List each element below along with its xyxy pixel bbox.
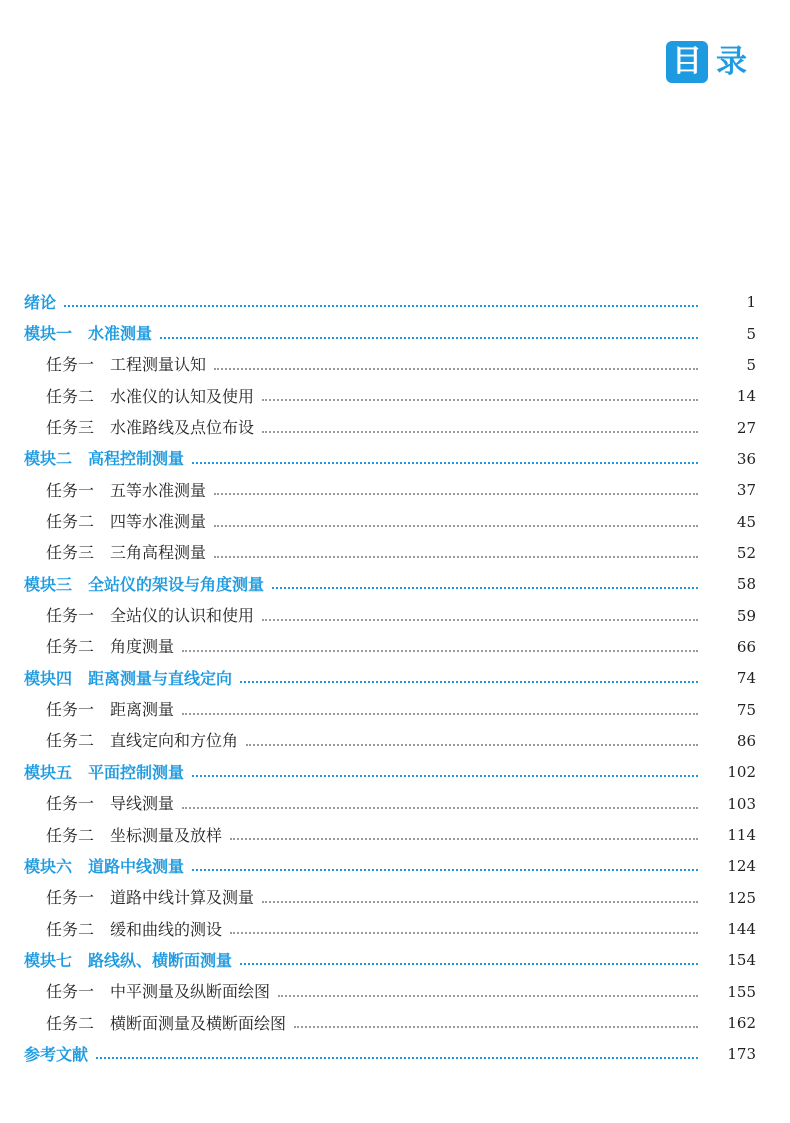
entry-label: [46, 1013, 287, 1033]
toc-module-entry[interactable]: [0, 663, 790, 694]
page-number: 75: [736, 700, 756, 719]
entry-title: 平面控制测量: [88, 762, 185, 782]
entry-label: [46, 890, 254, 906]
entry-number: 任务一: [46, 794, 95, 814]
entry-number: 绪论: [24, 292, 57, 312]
toc-task-entry[interactable]: [0, 820, 790, 851]
entry-number: 模块二: [24, 449, 73, 469]
entry-title: 距离测量与直线定向: [88, 668, 233, 688]
page-number: 58: [736, 575, 756, 594]
heading-text: 录: [716, 43, 747, 80]
entry-title: 路线纵、横断面测量: [88, 950, 233, 970]
entry-number: 参考文献: [24, 1044, 89, 1064]
toc-task-entry[interactable]: [0, 789, 790, 820]
page-number: 173: [727, 1045, 756, 1064]
toc-heading: [666, 40, 747, 84]
toc-module-entry[interactable]: [0, 757, 790, 788]
entry-title: 距离测量: [110, 700, 175, 720]
dot-leader: [246, 743, 698, 746]
page-number: 102: [727, 763, 756, 782]
toc-task-entry[interactable]: [0, 883, 790, 914]
toc-task-entry[interactable]: [0, 475, 790, 506]
page-number: 103: [727, 794, 756, 813]
entry-label: [46, 984, 270, 1000]
entry-label: [24, 292, 57, 312]
entry-title: 横断面测量及横断面绘图: [110, 1013, 287, 1033]
page-number: 36: [736, 449, 756, 468]
page-number: 154: [727, 951, 756, 970]
entry-title: 水准测量: [88, 324, 153, 344]
dot-leader: [262, 618, 698, 621]
dot-leader: [230, 931, 698, 934]
entry-title: 缓和曲线的测设: [110, 919, 223, 939]
entry-number: 任务一: [46, 888, 95, 908]
dot-leader: [240, 680, 698, 683]
page-number: 45: [736, 512, 756, 531]
dot-leader: [240, 962, 698, 965]
page-number: 37: [736, 481, 756, 500]
entry-label: [24, 451, 184, 467]
page-number: 124: [727, 857, 756, 876]
entry-title: 水准仪的认知及使用: [110, 386, 255, 406]
entry-number: 模块三: [24, 574, 73, 594]
dot-leader: [182, 806, 698, 809]
page-number: 86: [736, 731, 756, 750]
toc-task-entry[interactable]: [0, 1008, 790, 1039]
page-number: 52: [736, 543, 756, 562]
entry-label: [46, 480, 207, 500]
dot-leader: [230, 837, 698, 840]
dot-leader: [182, 649, 698, 652]
entry-title: 坐标测量及放样: [110, 825, 223, 845]
entry-title: 导线测量: [110, 794, 175, 814]
entry-label: [46, 357, 206, 373]
entry-number: 模块六: [24, 856, 73, 876]
page-number: 125: [727, 888, 756, 907]
toc-module-entry[interactable]: [0, 569, 790, 600]
entry-label: [46, 514, 206, 530]
page-number: 162: [727, 1014, 756, 1033]
entry-title: 角度测量: [110, 637, 175, 657]
page-number: 1: [746, 293, 756, 312]
page-number: 66: [736, 637, 756, 656]
dot-leader: [96, 1056, 698, 1059]
toc-task-entry[interactable]: [0, 632, 790, 663]
toc-task-entry[interactable]: [0, 977, 790, 1008]
entry-title: 工程测量认知: [110, 355, 207, 375]
entry-number: 任务一: [46, 480, 95, 500]
entry-label: [46, 608, 254, 624]
toc-task-entry[interactable]: [0, 600, 790, 631]
entry-number: 任务一: [46, 700, 95, 720]
dot-leader: [182, 712, 698, 715]
entry-number: 任务二: [46, 825, 95, 845]
dot-leader: [214, 367, 698, 370]
entry-title: 三角高程测量: [110, 543, 207, 563]
dot-leader: [294, 1025, 698, 1028]
entry-title: 四等水准测量: [110, 512, 207, 532]
entry-label: [46, 545, 206, 561]
toc-module-entry[interactable]: [0, 287, 790, 318]
entry-label: [24, 950, 233, 970]
dot-leader: [214, 492, 698, 495]
toc-task-entry[interactable]: [0, 914, 790, 945]
dot-leader: [262, 900, 698, 903]
toc-task-entry[interactable]: [0, 726, 790, 757]
dot-leader: [192, 868, 698, 871]
entry-title: 高程控制测量: [88, 449, 185, 469]
entry-number: 任务二: [46, 386, 95, 406]
entry-label: [46, 919, 223, 939]
entry-label: [24, 668, 233, 688]
entry-label: [24, 574, 265, 594]
dot-leader: [278, 994, 698, 997]
entry-number: 任务一: [46, 606, 95, 626]
dot-leader: [214, 524, 698, 527]
page-number: 155: [727, 982, 756, 1001]
entry-number: 模块七: [24, 950, 73, 970]
dot-leader: [272, 586, 698, 589]
dot-leader: [160, 336, 698, 339]
entry-label: [46, 825, 223, 845]
dot-leader: [262, 430, 698, 433]
entry-label: [46, 702, 174, 718]
entry-title: 道路中线计算及测量: [110, 888, 255, 908]
toc-module-entry[interactable]: [0, 444, 790, 475]
page-number: 144: [727, 920, 756, 939]
entry-title: 全站仪的认识和使用: [110, 606, 255, 626]
toc-task-entry[interactable]: [0, 381, 790, 412]
page-number: 14: [736, 387, 756, 406]
entry-title: 水准路线及点位布设: [110, 418, 255, 438]
dot-leader: [192, 461, 698, 464]
entry-number: 任务二: [46, 512, 95, 532]
toc-module-entry[interactable]: [0, 318, 790, 349]
toc-task-entry[interactable]: [0, 506, 790, 537]
toc-task-entry[interactable]: [0, 412, 790, 443]
entry-number: 模块五: [24, 762, 73, 782]
page-number: 5: [746, 324, 756, 343]
entry-number: 模块四: [24, 668, 73, 688]
page-number: 74: [736, 669, 756, 688]
page-number: 5: [746, 355, 756, 374]
toc-task-entry[interactable]: [0, 694, 790, 725]
entry-title: 道路中线测量: [88, 856, 185, 876]
page-number: 114: [727, 826, 756, 845]
dot-leader: [214, 555, 698, 558]
toc-module-entry[interactable]: [0, 945, 790, 976]
page-number: 59: [736, 606, 756, 625]
entry-label: [46, 420, 254, 436]
toc-module-entry[interactable]: [0, 851, 790, 882]
entry-number: 任务二: [46, 637, 95, 657]
entry-label: [24, 1044, 89, 1064]
entry-label: [24, 856, 185, 876]
toc-task-entry[interactable]: [0, 538, 790, 569]
entry-number: 任务一: [46, 982, 95, 1002]
entry-number: 任务一: [46, 355, 95, 375]
entry-number: 任务二: [46, 731, 95, 751]
entry-number: 任务二: [46, 1013, 95, 1033]
dot-leader: [262, 398, 698, 401]
entry-number: 任务三: [46, 543, 95, 563]
toc-task-entry[interactable]: [0, 350, 790, 381]
entry-number: 模块一: [24, 324, 73, 344]
dot-leader: [64, 304, 698, 307]
entry-number: 任务二: [46, 919, 95, 939]
toc-module-entry[interactable]: [0, 1039, 790, 1070]
entry-label: [46, 796, 174, 812]
entry-label: [24, 762, 185, 782]
entry-title: 直线定向和方位角: [110, 731, 239, 751]
entry-title: 全站仪的架设与角度测量: [88, 574, 265, 594]
table-of-contents: [0, 287, 790, 1071]
entry-title: 五等水准测量: [110, 480, 207, 500]
dot-leader: [192, 774, 698, 777]
entry-number: 任务三: [46, 418, 95, 438]
entry-label: [24, 326, 152, 342]
entry-label: [46, 733, 238, 749]
entry-title: 中平测量及纵断面绘图: [110, 982, 271, 1002]
entry-label: [46, 639, 174, 655]
heading-badge: 目: [666, 41, 708, 83]
page-number: 27: [736, 418, 756, 437]
entry-label: [46, 386, 255, 406]
